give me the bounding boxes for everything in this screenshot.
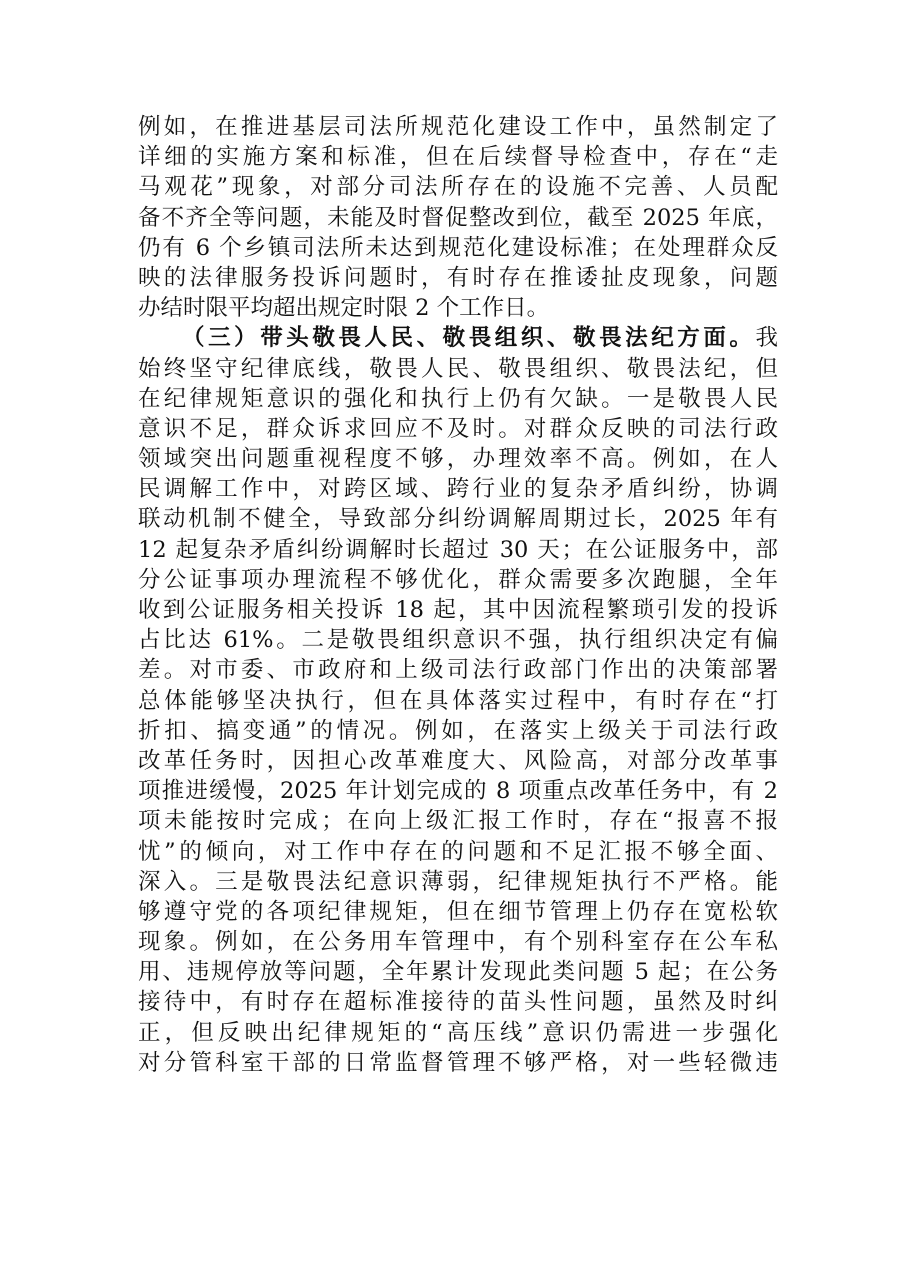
body-text-line bbox=[138, 837, 778, 867]
line-text: 够遵守党的各项纪律规矩，但在细节管理上仍存在宽松软 bbox=[138, 898, 778, 925]
document-body bbox=[138, 112, 778, 1078]
line-text: 马观花”现象，对部分司法所存在的设施不完善、人员配 bbox=[138, 174, 778, 201]
line-text: 详细的实施方案和标准，但在后续督导检查中，存在“走 bbox=[138, 144, 778, 171]
line-text: 项推进缓慢，2025 年计划完成的 8 项重点改革任务中，有 2 bbox=[138, 778, 778, 805]
line-text: 总体能够坚决执行，但在具体落实过程中，有时存在“打 bbox=[138, 687, 778, 714]
line-text: 项未能按时完成；在向上级汇报工作时，存在“报喜不报 bbox=[138, 808, 778, 835]
body-text-line bbox=[138, 746, 778, 776]
line-text: 领域突出问题重视程度不够，办理效率不高。例如，在人 bbox=[138, 446, 778, 473]
body-text-line bbox=[138, 112, 778, 142]
body-text-line bbox=[138, 414, 778, 444]
body-text-line bbox=[138, 444, 778, 474]
line-text: 深入。三是敬畏法纪意识薄弱，纪律规矩执行不严格。能 bbox=[138, 868, 778, 895]
line-text: 例如，在推进基层司法所规范化建设工作中，虽然制定了 bbox=[138, 114, 778, 140]
body-text-line bbox=[138, 565, 778, 595]
body-text-line bbox=[138, 354, 778, 384]
body-text-line bbox=[138, 776, 778, 806]
line-text: 映的法律服务投诉问题时，有时存在推诿扯皮现象，问题 bbox=[138, 264, 778, 291]
line-text: 占比达 61%。二是敬畏组织意识不强，执行组织决定有偏 bbox=[138, 627, 778, 654]
line-text: 改革任务时，因担心改革难度大、风险高，对部分改革事 bbox=[138, 747, 778, 774]
line-text: 用、违规停放等问题，全年累计发现此类问题 5 起；在公务 bbox=[138, 959, 778, 986]
body-text-line bbox=[138, 233, 778, 263]
line-text: 备不齐全等问题，未能及时督促整改到位，截至 2025 年底， bbox=[138, 204, 778, 231]
body-text-line bbox=[138, 203, 778, 233]
line-text: 在纪律规矩意识的强化和执行上仍有欠缺。一是敬畏人民 bbox=[138, 385, 778, 412]
line-text: 差。对市委、市政府和上级司法行政部门作出的决策部署 bbox=[138, 657, 778, 684]
body-text-line bbox=[138, 595, 778, 625]
line-text: 民调解工作中，对跨区域、跨行业的复杂矛盾纠纷，协调 bbox=[138, 476, 778, 503]
body-text-line bbox=[138, 384, 778, 414]
line-text: 对分管科室干部的日常监督管理不够严格，对一些轻微违 bbox=[138, 1049, 778, 1076]
line-text: 始终坚守纪律底线，敬畏人民、敬畏组织、敬畏法纪，但 bbox=[138, 355, 778, 382]
line-text: 现象。例如，在公务用车管理中，有个别科室存在公车私 bbox=[138, 929, 778, 956]
body-text-line bbox=[138, 867, 778, 897]
body-text-line bbox=[138, 172, 778, 202]
body-text-line bbox=[138, 987, 778, 1017]
body-text-line bbox=[138, 1018, 778, 1048]
line-text: 折扣、搞变通”的情况。例如，在落实上级关于司法行政 bbox=[138, 717, 778, 744]
body-text-line bbox=[138, 504, 778, 534]
body-text-line bbox=[138, 806, 778, 836]
body-text-line bbox=[138, 625, 778, 655]
body-text-line bbox=[138, 474, 778, 504]
line-text: 意识不足，群众诉求回应不及时。对群众反映的司法行政 bbox=[138, 415, 778, 442]
body-text-line bbox=[138, 686, 778, 716]
line-text: 收到公证服务相关投诉 18 起，其中因流程繁琐引发的投诉 bbox=[138, 597, 778, 623]
line-text: 12 起复杂矛盾纠纷调解时长超过 30 天；在公证服务中，部 bbox=[138, 536, 778, 563]
body-text-line bbox=[138, 655, 778, 685]
body-text-line bbox=[138, 263, 778, 293]
body-text-line bbox=[138, 897, 778, 927]
body-text-line bbox=[138, 535, 778, 565]
body-text-line bbox=[138, 142, 778, 172]
body-text-line bbox=[138, 1048, 778, 1078]
section-heading: （三）带头敬畏人民、敬畏组织、敬畏法纪方面。 bbox=[182, 325, 756, 352]
body-text-line bbox=[138, 927, 778, 957]
body-text-line bbox=[138, 293, 778, 323]
body-text-line bbox=[138, 957, 778, 987]
line-text: 联动机制不健全，导致部分纠纷调解周期过长，2025 年有 bbox=[138, 506, 778, 533]
line-text: 正，但反映出纪律规矩的“高压线”意识仍需进一步强化 bbox=[138, 1019, 778, 1046]
body-text-line bbox=[138, 716, 778, 746]
line-text: 仍有 6 个乡镇司法所未达到规范化建设标准；在处理群众反 bbox=[138, 234, 778, 261]
line-text: 接待中，有时存在超标准接待的苗头性问题，虽然及时纠 bbox=[138, 989, 778, 1016]
line-text: 我 bbox=[755, 325, 778, 352]
section-heading-line bbox=[138, 323, 778, 353]
line-text: 分公证事项办理流程不够优化，群众需要多次跑腿，全年 bbox=[138, 566, 778, 593]
line-text: 办结时限平均超出规定时限 2 个工作日。 bbox=[138, 295, 550, 322]
line-text: 忧”的倾向，对工作中存在的问题和不足汇报不够全面、 bbox=[138, 838, 778, 865]
